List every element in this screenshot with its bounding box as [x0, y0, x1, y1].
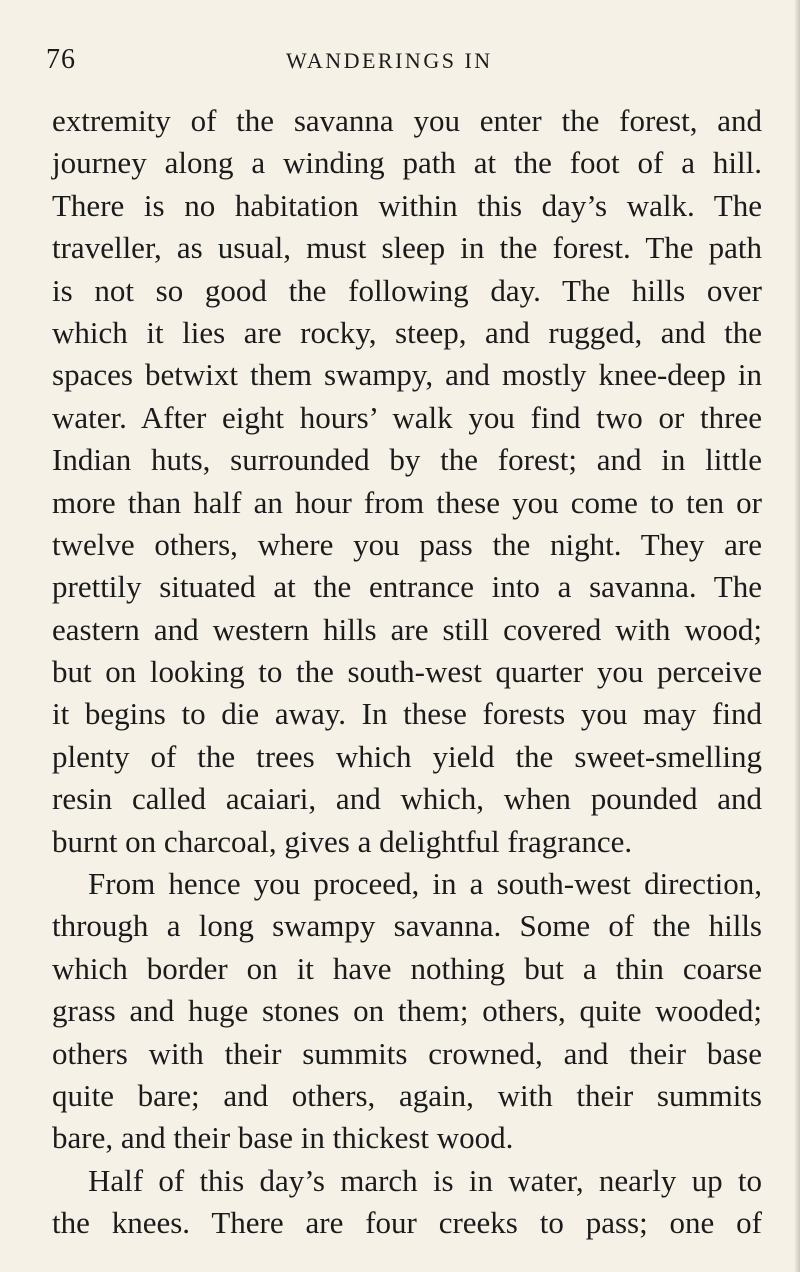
- text-line: From hence you proceed, in a south-west direction,: [88, 866, 762, 902]
- text-line: extremity of the savanna you enter the forest, and: [52, 103, 762, 138]
- text-line: burnt on charcoal, gives a delightful fragrance.: [52, 823, 633, 859]
- text-line: through a long swampy savanna. Some of the hills: [52, 908, 762, 944]
- text-line: the knees. There are four creeks to pass; one of: [52, 1205, 762, 1241]
- text-line: twelve others, where you pass the night. They are: [52, 526, 762, 562]
- running-title: WANDERINGS IN: [286, 48, 493, 73]
- text-line: more than half an hour from these you come to ten or: [52, 484, 762, 520]
- text-line: bare, and their base in thickest wood.: [52, 1120, 514, 1156]
- text-line: resin called acaiari, and which, when pounded and: [52, 781, 762, 817]
- text-line: grass and huge stones on them; others, quite wooded;: [52, 993, 762, 1029]
- text-line: Indian huts, surrounded by the forest; and in little: [52, 442, 762, 478]
- page-edge-shadow: [794, 0, 800, 1272]
- text-line: plenty of the trees which yield the sweet-smelling: [52, 738, 762, 774]
- text-line: water. After eight hours’ walk you find two or three: [52, 399, 762, 435]
- text-line: journey along a winding path at the foot of a hill.: [52, 145, 762, 181]
- text-line: spaces betwixt them swampy, and mostly knee-deep in: [52, 357, 762, 393]
- text-line: prettily situated at the entrance into a savanna. The: [52, 569, 762, 605]
- text-line: Half of this day’s march is in water, nearly up to: [88, 1162, 762, 1198]
- running-head: [46, 44, 766, 84]
- body-text: [52, 100, 762, 1245]
- text-line: eastern and western hills are still covered with wood;: [52, 611, 762, 647]
- text-line: others with their summits crowned, and their base: [52, 1035, 762, 1071]
- text-line: which it lies are rocky, steep, and rugged, and the: [52, 314, 762, 350]
- text-line: it begins to die away. In these forests you may find: [52, 696, 762, 732]
- page-number: 76: [46, 44, 76, 75]
- text-line: is not so good the following day. The hills over: [52, 272, 762, 308]
- text-line: traveller, as usual, must sleep in the forest. The path: [52, 230, 762, 266]
- text-line: but on looking to the south-west quarter you perceive: [52, 654, 762, 690]
- text-line: which border on it have nothing but a thin coarse: [52, 950, 762, 986]
- text-line: quite bare; and others, again, with their summits: [52, 1077, 762, 1113]
- text-line: There is no habitation within this day’s walk. The: [52, 187, 762, 223]
